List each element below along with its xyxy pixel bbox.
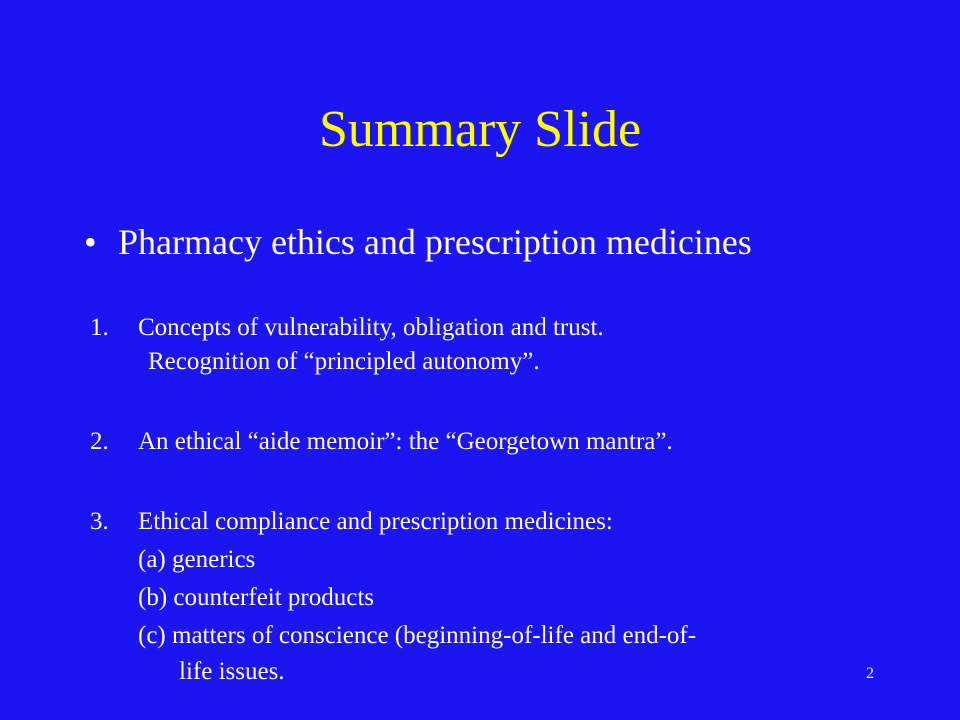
bullet-icon: • xyxy=(84,222,97,262)
page-number: 2 xyxy=(866,665,874,682)
item-number: 1. xyxy=(90,314,109,341)
sub-item-continuation: life issues. xyxy=(179,658,285,685)
item-text: Ethical compliance and prescription medicines: xyxy=(138,508,613,535)
sub-item: (a) generics xyxy=(138,546,256,573)
item-number: 3. xyxy=(90,508,109,535)
item-text: Concepts of vulnerability, obligation and trust. xyxy=(138,314,604,341)
bullet-text: Pharmacy ethics and prescription medicines xyxy=(118,222,752,262)
sub-item: (c) matters of conscience (beginning-of-life and end-of- xyxy=(138,622,697,649)
main-bullet xyxy=(84,218,944,266)
item-number: 2. xyxy=(90,428,109,455)
slide-title: Summary Slide xyxy=(318,101,642,158)
item-text: Recognition of “principled autonomy”. xyxy=(148,348,540,375)
item-text: An ethical “aide memoir”: the “Georgetown mantra”. xyxy=(138,428,673,455)
sub-item: (b) counterfeit products xyxy=(138,584,375,611)
